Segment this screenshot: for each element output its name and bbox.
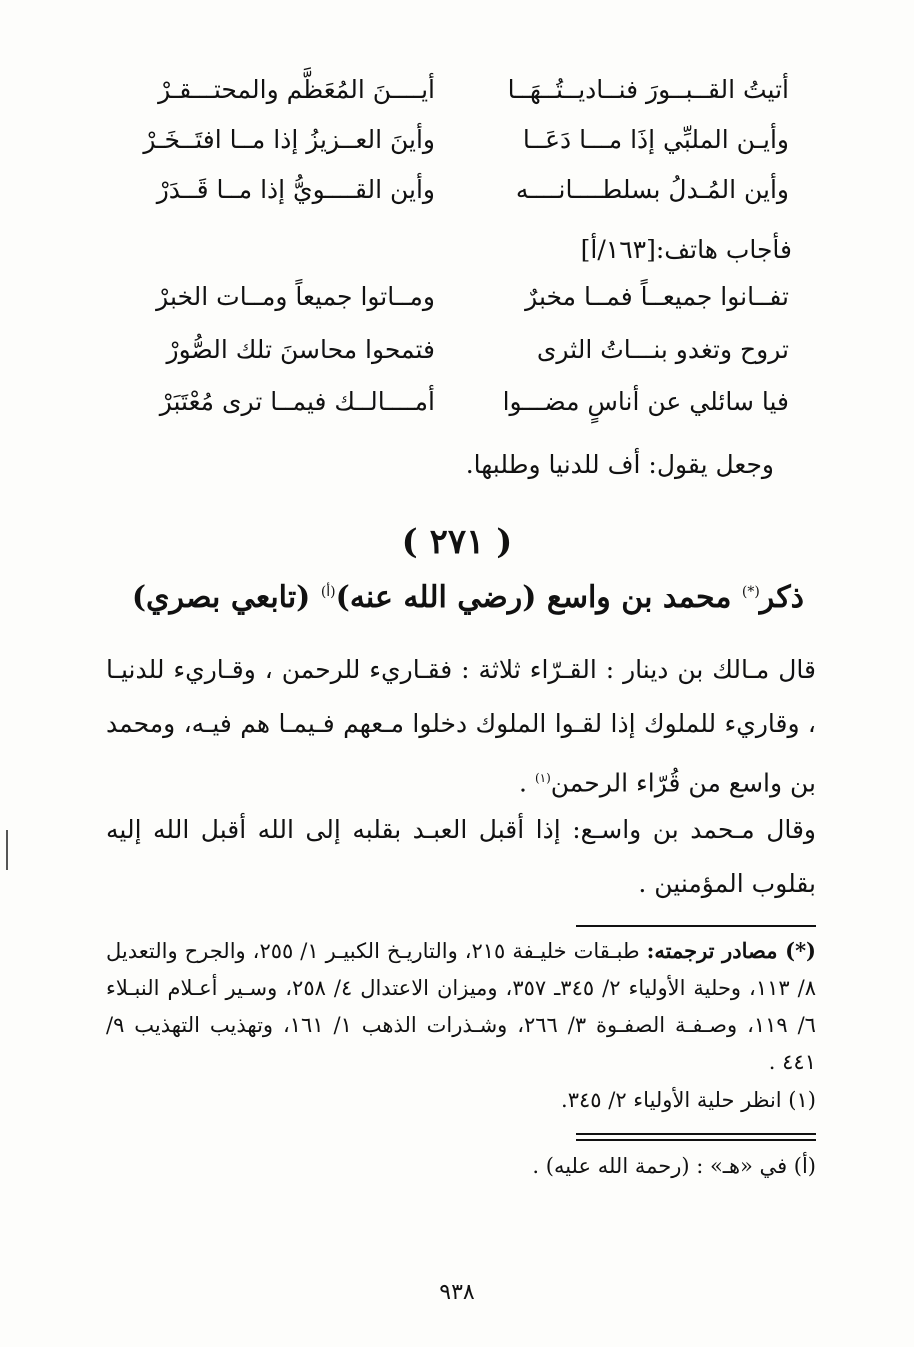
entry-number: ( ٢٧١ ) <box>401 522 513 562</box>
verse-hemistich-right: تفــانوا جميعــاً فمــا مخبرٌ <box>525 282 789 311</box>
title-suffix: (تابعي بصري) <box>131 580 311 615</box>
verse-row <box>0 125 914 175</box>
verse-hemistich-left: أيــــنَ المُعَظَّم والمحتـــقـرْ <box>158 75 435 104</box>
verse-row <box>0 175 914 225</box>
footnote-sources-label: (*) مصادر ترجمته: <box>646 938 816 963</box>
footnote-a: (أ) في «هـ» : (رحمة الله عليه) . <box>532 1154 816 1178</box>
scan-edge-mark <box>6 830 8 870</box>
entry-title <box>84 580 804 615</box>
paragraph-2: وقال مـحمد بن واسـع: إذا أقبل العبـد بقلبه إلى الله أقبل الله إليه بقلوب المؤمنين . <box>106 815 816 898</box>
verse-hemistich-left: ومــاتوا جميعاً ومــات الخبرْ <box>156 282 435 311</box>
paragraph-1-note-ref: (١) <box>534 771 551 785</box>
paragraph-1-text: قال مـالك بن دينار : القـرّاء ثلاثة : فقـاريء للرحمن ، وقـاريء للدنيـا ، وقاريء للملوك إذا لقـوا الملوك دخلوا مـعهم فـيمـا هم فيـه، ومحمد بن واسع من قُرّاء الرحمن <box>106 655 816 798</box>
footnote-divider-double-bottom <box>576 1139 816 1141</box>
footnote-divider <box>576 925 816 927</box>
verse-hemistich-right: وأيـن الملبِّي إذَا مـــا دَعَــا <box>522 125 789 154</box>
verse-row <box>0 335 914 385</box>
closing-line: وجعل يقول: أف للدنيا وطلبها. <box>465 450 774 479</box>
verse-hemistich-left: وأينَ العــزيزُ إذا مــا افتَــخَـرْ <box>143 125 435 154</box>
verse-row <box>0 282 914 332</box>
footnote-sources <box>106 932 816 1081</box>
footnote-1: (١) انظر حلية الأولياء ٢/ ٣٤٥. <box>561 1088 816 1112</box>
footnote-sources-text: طبـقات خليـفة ٢١٥، والتاريـخ الكبيـر ١/ ٢٥٥، والجرح والتعديل ٨/ ١١٣، وحلية الأولياء ٢/ ٣٤٥ـ ٣٥٧، وميزان الاعتدال ٤/ ٢٥٨، وسـير أعـلام النبـلاء ٦/ ١١٩، وصـفـة الصفـوة ٣/ ٢٦٦، وشـذرات الذهب ١/ ١٦١، وتهذيب التهذيب ٩/ ٤٤١ . <box>106 939 817 1074</box>
paragraph-1-end: . <box>519 768 535 798</box>
footnote-divider-double-top <box>576 1133 816 1135</box>
page-number: ٩٣٨ <box>439 1280 475 1305</box>
verse-row <box>0 387 914 437</box>
title-prefix: ذكر <box>759 580 804 615</box>
title-note-ref: (أ) <box>320 584 336 600</box>
title-name: محمد بن واسع (رضي الله عنه) <box>335 580 732 615</box>
verse-hemistich-left: وأين القــــويُّ إذا مــا قَــدَرْ <box>156 175 435 204</box>
verse-row <box>0 75 914 125</box>
paragraph-1 <box>106 643 816 810</box>
verse-hemistich-right: فيا سائلي عن أناسٍ مضـــوا <box>502 387 789 416</box>
verse-hemistich-right: وأين المُـدلُ بسلطــــانــــه <box>515 175 789 204</box>
verse-hemistich-right: أتيتُ القــبــورَ فنــاديــتُــهَــا <box>507 75 789 104</box>
title-star-ref: (*) <box>741 584 760 600</box>
verse-hemistich-left: أمــــالــك فيمــا ترى مُعْتَبَرْ <box>159 387 435 416</box>
verse-hemistich-left: فتمحوا محاسنَ تلك الصُّورْ <box>166 335 435 364</box>
intro-line: فأجاب هاتف:[١٦٣/أ] <box>580 235 792 264</box>
verse-hemistich-right: تروح وتغدو بنـــاتُ الثرى <box>536 335 789 364</box>
